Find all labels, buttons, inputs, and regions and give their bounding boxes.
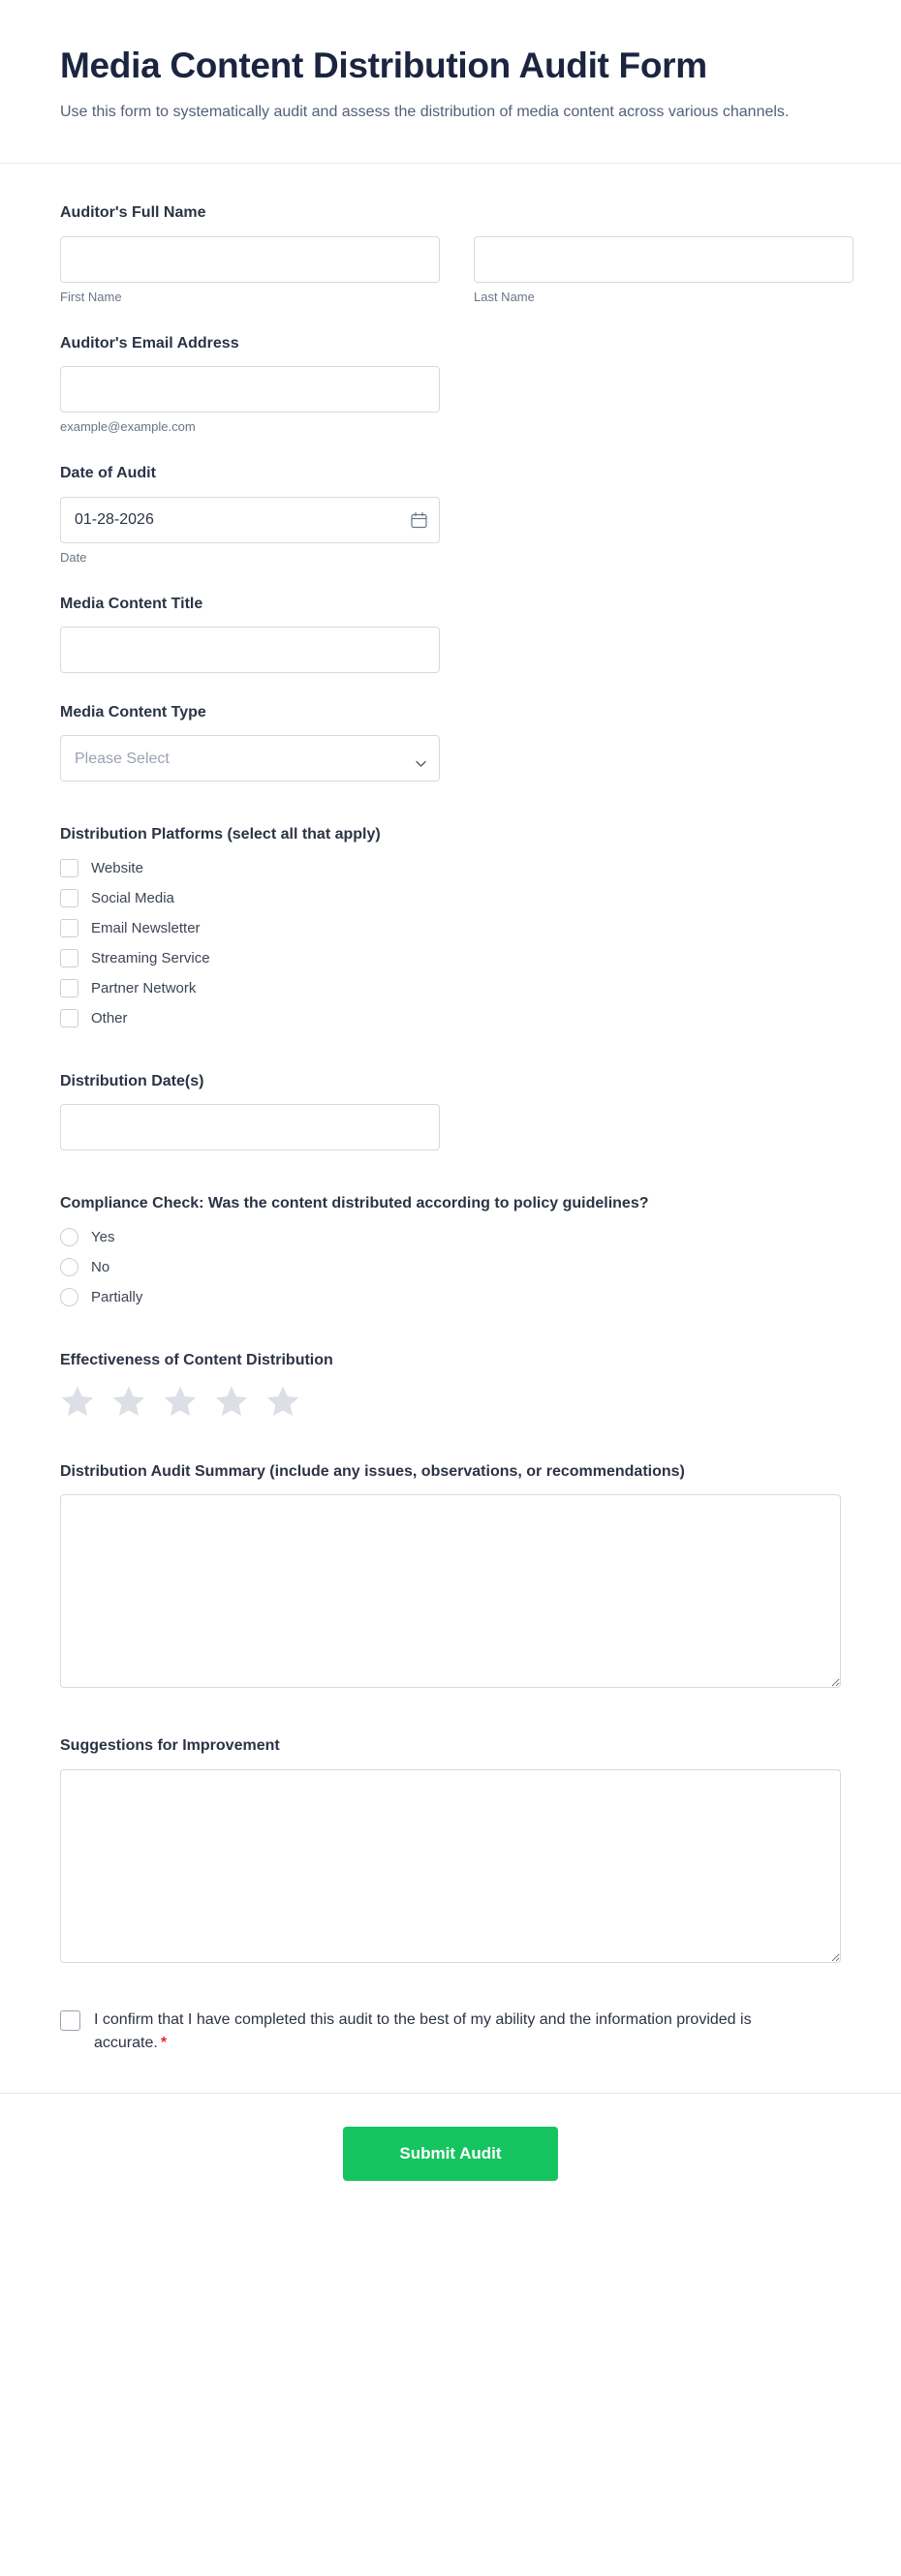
- auditor-email-sublabel: example@example.com: [60, 419, 196, 435]
- audit-summary-textarea[interactable]: [60, 1494, 841, 1688]
- form-header: [0, 0, 901, 164]
- radio-label: No: [91, 1258, 110, 1275]
- radio-label: Partially: [91, 1288, 143, 1305]
- star-icon[interactable]: [60, 1385, 95, 1419]
- star-icon[interactable]: [111, 1385, 146, 1419]
- distribution-dates-input[interactable]: [60, 1104, 440, 1150]
- checkbox-label: Other: [91, 1009, 128, 1027]
- auditor-email-input[interactable]: [60, 366, 440, 413]
- checkbox-row[interactable]: [60, 1008, 841, 1028]
- confirm-label: I confirm that I have completed this audit to the best of my ability and the information provided is accurate.: [94, 2010, 752, 2052]
- date-of-audit-sublabel: Date: [60, 549, 87, 565]
- suggestions-label: Suggestions for Improvement: [60, 1737, 280, 1755]
- platforms-label: Distribution Platforms (select all that apply): [60, 826, 381, 843]
- radio-label: Yes: [91, 1228, 115, 1245]
- last-name-sublabel: Last Name: [474, 289, 535, 304]
- radio-icon[interactable]: [60, 1288, 78, 1306]
- platforms-options: [60, 858, 841, 1028]
- media-title-input[interactable]: [60, 627, 440, 673]
- radio-row[interactable]: [60, 1227, 841, 1247]
- checkbox-label: Partner Network: [91, 979, 197, 997]
- last-name-input[interactable]: [474, 236, 854, 283]
- checkbox-icon[interactable]: [60, 889, 78, 907]
- radio-icon[interactable]: [60, 1258, 78, 1276]
- field-auditor-email: [60, 333, 841, 434]
- confirm-text: [94, 2009, 772, 2057]
- radio-row[interactable]: [60, 1257, 841, 1277]
- form-footer: [0, 2093, 901, 2223]
- date-of-audit-label: Date of Audit: [60, 465, 156, 482]
- field-media-title: [60, 594, 841, 673]
- checkbox-label: Website: [91, 859, 143, 876]
- field-audit-summary: [60, 1461, 841, 1693]
- checkbox-label: Email Newsletter: [91, 919, 201, 936]
- checkbox-icon[interactable]: [60, 979, 78, 997]
- distribution-dates-label: Distribution Date(s): [60, 1072, 204, 1089]
- checkbox-icon[interactable]: [60, 919, 78, 937]
- first-name-sublabel: First Name: [60, 289, 122, 304]
- suggestions-textarea[interactable]: [60, 1769, 841, 1963]
- page-title: Media Content Distribution Audit Form: [60, 46, 707, 85]
- media-title-label: Media Content Title: [60, 595, 203, 612]
- checkbox-row[interactable]: [60, 888, 841, 908]
- field-suggestions: [60, 1735, 841, 1967]
- star-icon[interactable]: [163, 1385, 198, 1419]
- checkbox-row[interactable]: [60, 948, 841, 968]
- field-distribution-dates: [60, 1071, 841, 1150]
- checkbox-row[interactable]: [60, 858, 841, 878]
- form-body: [0, 164, 901, 2056]
- submit-audit-button[interactable]: Submit Audit: [343, 2127, 558, 2181]
- checkbox-label: Social Media: [91, 889, 174, 906]
- field-date-of-audit: [60, 463, 841, 564]
- checkbox-icon[interactable]: [60, 1009, 78, 1027]
- radio-row[interactable]: [60, 1287, 841, 1307]
- date-of-audit-input[interactable]: [60, 497, 440, 543]
- checkbox-icon[interactable]: [60, 859, 78, 877]
- audit-summary-label: Distribution Audit Summary (include any issues, observations, or recommendations): [60, 1462, 685, 1480]
- checkbox-row[interactable]: [60, 918, 841, 938]
- field-auditor-name: [60, 202, 841, 303]
- page-subtitle: Use this form to systematically audit and assess the distribution of media content across various channels.: [60, 104, 790, 121]
- radio-icon[interactable]: [60, 1228, 78, 1246]
- media-type-select[interactable]: [60, 735, 440, 782]
- first-name-group: [60, 236, 440, 304]
- media-type-label: Media Content Type: [60, 703, 206, 721]
- auditor-name-label: Auditor's Full Name: [60, 204, 206, 222]
- required-marker: *: [160, 2035, 168, 2052]
- field-distribution-platforms: [60, 824, 841, 1027]
- star-rating[interactable]: [60, 1385, 841, 1419]
- field-media-type: [60, 702, 841, 782]
- checkbox-icon[interactable]: [60, 949, 78, 967]
- confirm-row[interactable]: [60, 2009, 841, 2057]
- compliance-options: [60, 1227, 841, 1307]
- checkbox-label: Streaming Service: [91, 949, 210, 966]
- compliance-label: Compliance Check: Was the content distributed according to policy guidelines?: [60, 1195, 649, 1212]
- auditor-email-label: Auditor's Email Address: [60, 334, 239, 352]
- checkbox-row[interactable]: [60, 978, 841, 998]
- confirm-checkbox-icon[interactable]: [60, 2010, 80, 2031]
- field-compliance-check: [60, 1193, 841, 1306]
- star-icon[interactable]: [214, 1385, 249, 1419]
- first-name-input[interactable]: [60, 236, 440, 283]
- last-name-group: [474, 236, 854, 304]
- field-effectiveness-rating: [60, 1350, 841, 1419]
- star-icon[interactable]: [265, 1385, 300, 1419]
- effectiveness-label: Effectiveness of Content Distribution: [60, 1351, 333, 1368]
